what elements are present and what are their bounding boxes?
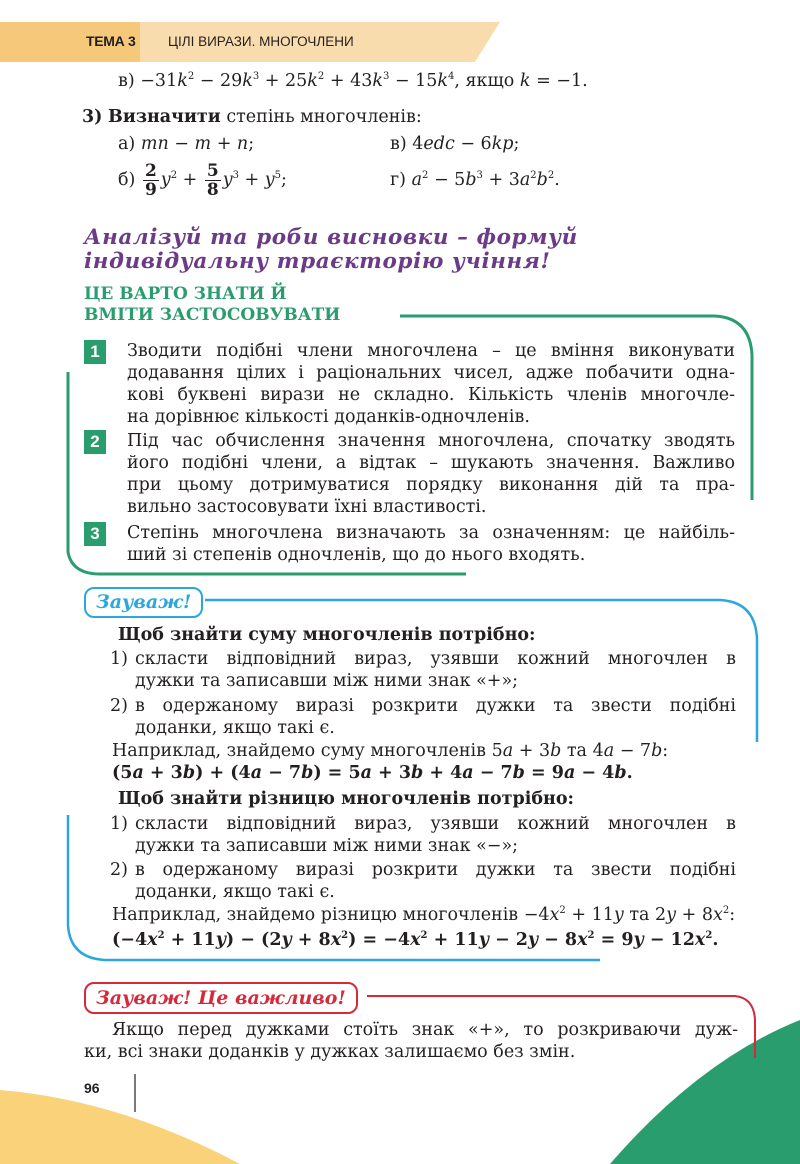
page-number: 96 — [84, 1080, 100, 1096]
task3-number: 3) — [82, 107, 103, 127]
know-box-title: ЦЕ ВАРТО ЗНАТИ Й ВМІТИ ЗАСТОСОВУВАТИ — [84, 284, 341, 325]
task-v-line — [118, 70, 588, 92]
diff-example: Наприклад, знайдемо різницю многочленів $-4x^2 + 11y$ та $2y + 8x^2$: — [112, 905, 736, 925]
task3-b: б) $\frac{2}{9}$ $y^2$ + $\frac{5}{8}$ $y^3 + y^5$; — [118, 161, 287, 200]
diff-example-formula: $(-4x^2 + 11y) - (2y + 8x^2) = -4x^2 + 11y - 2y - 8x^2 = 9y - 12x^2$. — [112, 930, 719, 950]
item-badge-1: 1 — [84, 340, 106, 364]
sum-step-2: 2) в одержаному виразі розкрити дужки та звести подібні доданки, якщо такі є. — [110, 696, 736, 738]
task-v-expression: $-31k^2 - 29k^3 + 25k^2 + 43k^3 - 15k^4$ — [140, 71, 455, 91]
sum-example: Наприклад, знайдемо суму многочленів 5a + 3b та 4a − 7b: — [112, 741, 669, 761]
task-v-var: k — [519, 71, 531, 91]
header-title: ЦІЛІ ВИРАЗИ. МНОГОЧЛЕНИ — [168, 34, 354, 49]
know-item-2: Під час обчислення значення многочлена, спочатку зводять його подібні члени, а відтак – шукають значення. Важливо при цьому дотримуватися порядку виконання дій та пра- вильно застосовувати їхні властивості. — [127, 431, 735, 517]
fraction-2-9: $\frac{2}{9}$ — [144, 161, 157, 200]
item-badge-2: 2 — [84, 430, 106, 454]
diff-step-1: 1) скласти відповідний вираз, узявши кожний многочлен в дужки та записавши між ними знак «−»; — [110, 814, 736, 856]
task3-a: а) mn − m + n; — [118, 134, 255, 154]
important-label: Зауваж! Це важливо! — [84, 982, 358, 1014]
important-text: Якщо перед дужками стоїть знак «+», то розкриваючи дуж- ки, всі знаки доданків у дужках залишаємо без змін. — [84, 1020, 738, 1062]
diff-heading: Щоб знайти різницю многочленів потрібно: — [118, 789, 574, 809]
sum-heading: Щоб знайти суму многочленів потрібно: — [118, 625, 536, 645]
fraction-5-8: $\frac{5}{8}$ — [206, 161, 219, 200]
header-topic: ТЕМА 3 — [86, 33, 136, 49]
task3-g: г) $a^2 - 5b^3 + 3a^2b^2$. — [390, 170, 560, 190]
item-badge-3: 3 — [84, 522, 106, 546]
know-item-3: Степінь многочлена визначають за означенням: це найбіль- ший зі степенів одночленів, що до нього входять. — [127, 523, 735, 565]
sum-example-formula: (5a + 3b) + (4a − 7b) = 5a + 3b + 4a − 7b = 9a − 4b. — [112, 763, 633, 783]
sum-step-1: 1) скласти відповідний вираз, узявши кожний многочлен в дужки та записавши між ними знак «+»; — [110, 649, 736, 691]
task3-a-expr: mn — [140, 134, 169, 154]
task-v-value: = −1. — [536, 71, 588, 91]
task-v-condition: , якщо — [454, 71, 515, 91]
task3-v: в) 4edc − 6kp; — [390, 134, 520, 154]
note-label: Зауваж! — [84, 587, 203, 618]
task3-rest: степінь многочленів: — [226, 107, 422, 127]
know-item-1: Зводити подібні члени многочлена – це вміння виконувати додавання цілих і раціональних чисел, адже побачити одна- кові буквені вирази не складно. Кількість членів многочле- на дорівнює кількості доданків-одночленів. — [127, 341, 735, 427]
heading-analyze: Аналізуй та роби висновки – формуй індивідуальну траєкторію учіння! — [84, 225, 578, 274]
diff-step-2: 2) в одержаному виразі розкрити дужки та звести подібні доданки, якщо такі є. — [110, 860, 736, 902]
task3-verb: Визначити — [108, 107, 221, 127]
task3-title — [82, 106, 422, 128]
task-v-label: в) — [118, 71, 135, 91]
